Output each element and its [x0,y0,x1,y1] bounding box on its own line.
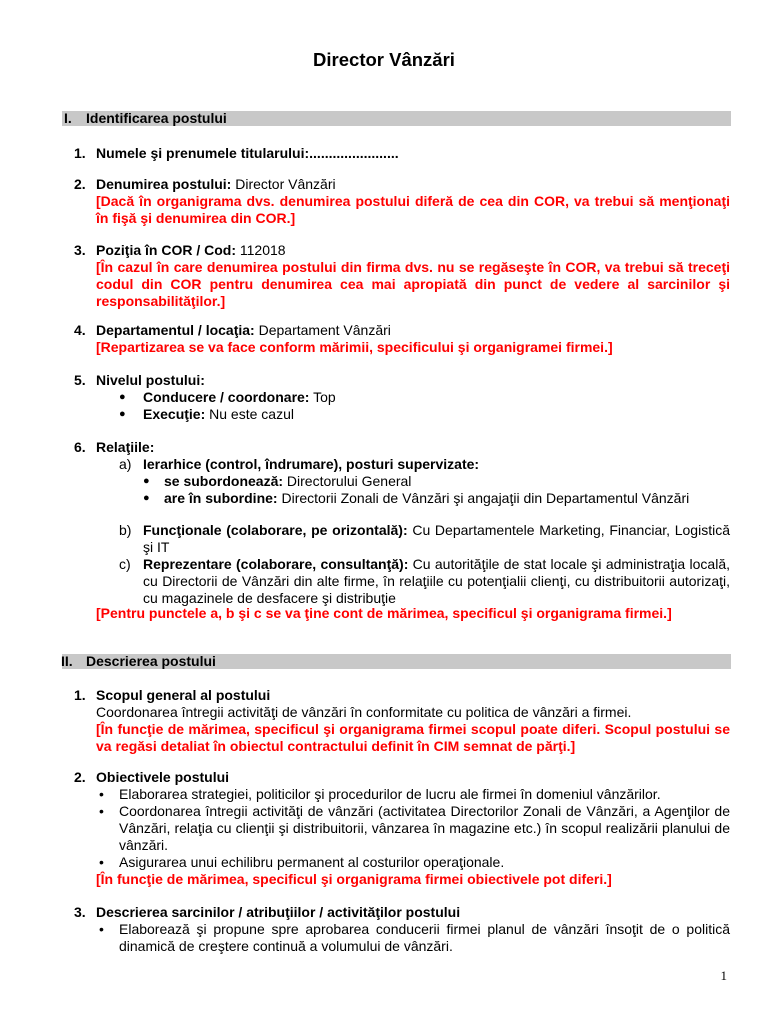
relations-c-value: Cu autorităţile de stat locale şi administraţia locală, cu Directorii de Vânzări din alte firme, în relaţiile cu potenţialii clienţi, cu distribuitorii autorizaţi, cu magazinele de desfacere şi distribuţie [143,556,730,606]
purpose-label: Scopul general al postului [96,687,271,703]
level-executie-value: Nu este cazul [209,406,294,422]
job-title-value: Director Vânzări [235,176,336,192]
purpose-text: Coordonarea întregii activităţi de vânzări în conformitate cu politica de vânzări a firmei. [96,704,632,720]
bullet-icon: • [99,786,104,802]
section-title: Identificarea postului [86,110,227,126]
item-number: 3. [74,904,86,920]
bullet-icon: ● [119,391,126,403]
item-number: 1. [74,145,86,161]
relations-a-label: Ierarhice (control, îndrumare), posturi supervizate: [143,456,480,472]
job-title-note: [Dacă în organigrama dvs. denumirea postului diferă de cea din COR, va trebui să menţionaţi în fişă şi denumirea din COR.] [96,193,730,226]
section-number: I. [64,110,72,126]
relations-c [143,556,730,607]
cor-note: [În cazul în care denumirea postului din firma dvs. nu se regăseşte în COR, va trebui să treceţi codul din COR pentru denumirea cea mai apropiată din punct de vedere al sarcinilor şi responsabilităţilor.] [96,259,730,309]
objectives-note-text: [În funcţie de mărimea, specificul şi organigrama firmei obiectivele pot diferi.] [96,871,612,887]
bullet-icon: ● [143,475,150,487]
subordinates-value: Directorii Zonali de Vânzări şi angajaţii din Departamentul Vânzări [281,490,690,506]
objectives-label: Obiectivele postului [96,769,230,785]
objective-item: Elaborarea strategiei, politicilor şi procedurilor de lucru ale firmei în domeniul vânzărilor. [119,786,661,802]
relations-b-label: Funcţionale (colaborare, pe orizontală): [143,522,408,538]
relations-a-bullet-2 [164,490,730,507]
cor-item [96,242,730,310]
job-title-item [96,176,730,227]
relations-note-text: [Pentru punctele a, b şi c se va ţine cont de mărimea, specificul şi organigrama firmei.] [96,605,672,621]
level-executie-label: Execuţie: [143,406,206,422]
relations-c-prefix: c) [119,556,131,572]
bullet-icon: ● [119,408,126,420]
bullet-icon: • [99,921,104,937]
subordinate-to-value: Directorului General [286,473,412,489]
relations-note [96,605,730,622]
relations-b [143,522,730,556]
task-item: Elaborează şi propune spre aprobarea conducerii firmei planul de vânzări însoţit de o politică dinamică de creştere continuă a volumului de vânzări. [119,921,730,954]
relations-b-prefix: b) [119,522,132,538]
relations-label: Relaţiile: [96,439,155,455]
item-number: 2. [74,176,86,192]
item-number: 1. [74,687,86,703]
subordinates-label: are în subordine: [164,490,278,506]
section-number: II. [61,653,73,669]
department-note: [Repartizarea se va face conform mărimii, specificului şi organigramei firmei.] [96,339,613,355]
purpose-note: [În funcţie de mărimea, specificul şi organigrama firmei scopul poate diferi. Scopul postului se va regăsi detaliat în obiectul contractului definit în CIM semnat de părţi.] [96,721,730,754]
relations-c-label: Reprezentare (colaborare, consultanţă): [143,556,409,572]
cor-value: 112018 [239,242,286,258]
tasks-label: Descrierea sarcinilor / atribuţiilor / activităţilor postului [96,904,461,920]
relations-b-value: Cu Departamentele Marketing, Financiar, Logistică şi IT [143,522,730,555]
level-conducere-value: Top [313,389,336,405]
item-number: 3. [74,242,86,258]
subordinate-to-label: se subordonează: [164,473,284,489]
item-number: 5. [74,372,86,388]
item-number: 4. [74,322,86,338]
bullet-icon: • [99,803,104,819]
department-value: Departament Vânzări [258,322,391,338]
level-conducere-label: Conducere / coordonare: [143,389,310,405]
item-number: 6. [74,439,86,455]
document-title: Director Vânzări [313,49,455,70]
level-conducere [143,389,336,406]
objective-item: Coordonarea întregii activităţi de vânzări (activitatea Directorilor Zonali de Vânzări, a Agenţilor de Vânzări, relaţia cu clienţii şi distribuitorii, vânzarea în magazine etc.) în scopul realizării planului de vânzări. [119,803,730,853]
job-title-label: Denumirea postului: [96,176,232,192]
level-executie [143,406,294,423]
bullet-icon: • [99,854,104,870]
objectives-note [96,871,612,888]
relations-a-bullet-1 [164,473,411,490]
relations-a-prefix: a) [119,456,132,472]
titular-name-label: Numele şi prenumele titularului:....................... [96,145,399,161]
item-number: 2. [74,769,86,785]
department-label: Departamentul / locaţia: [96,322,255,338]
bullet-icon: ● [143,492,150,504]
page-number: 1 [720,968,727,983]
purpose-item [96,687,730,755]
section-title: Descrierea postului [86,653,216,669]
objective-item: Asigurarea unui echilibru permanent al costurilor operaţionale. [119,854,505,870]
cor-label: Poziţia în COR / Cod: [96,242,236,258]
level-label: Nivelul postului: [96,372,205,388]
department-item [96,322,730,356]
